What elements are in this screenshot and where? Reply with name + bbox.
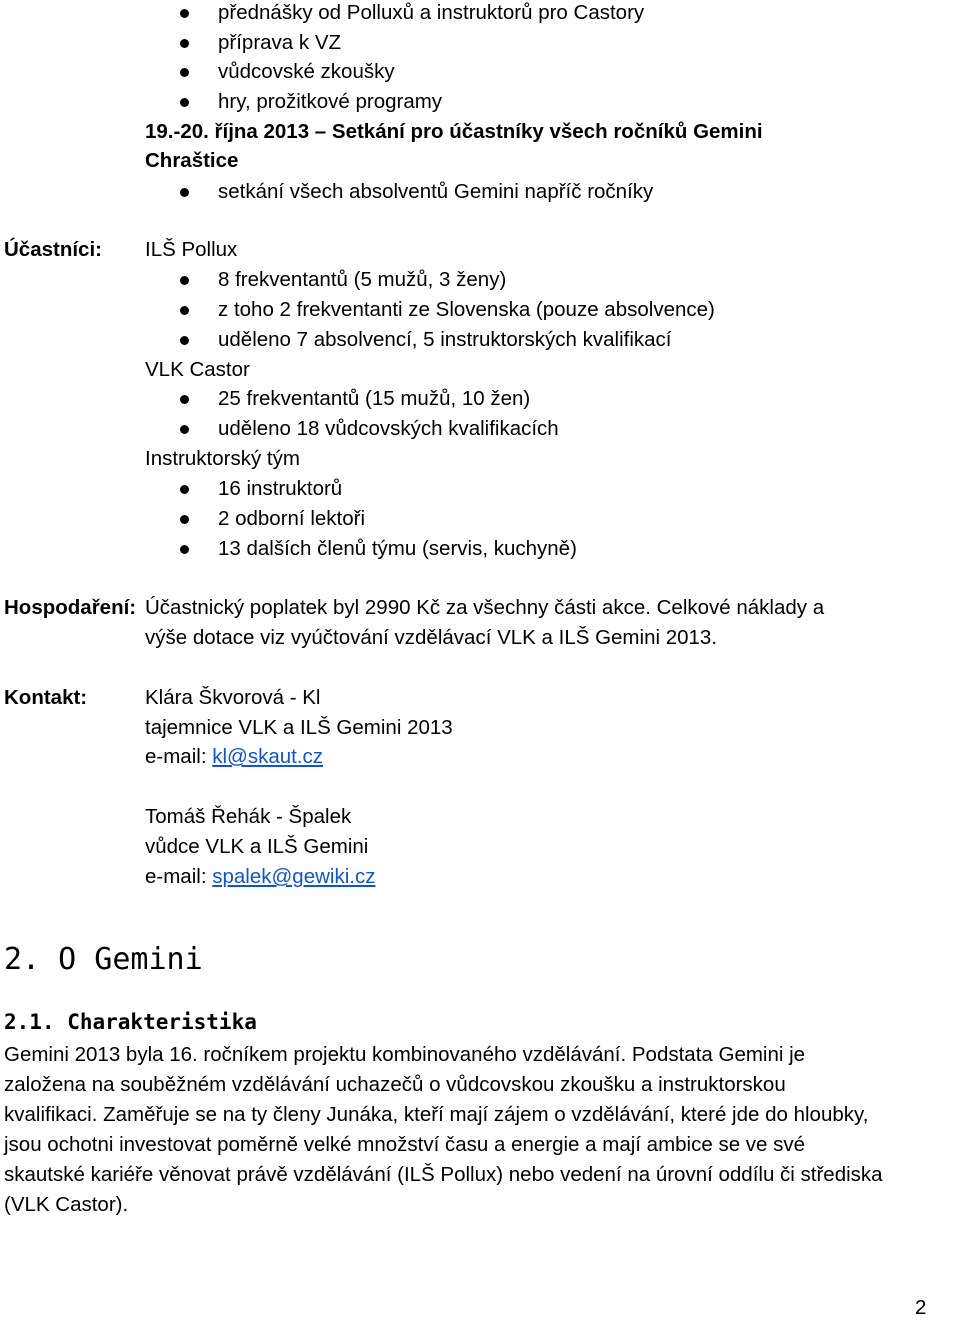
page-number: 2 bbox=[915, 1296, 927, 1319]
bullet-icon bbox=[180, 306, 189, 315]
paragraph-line: (VLK Castor). bbox=[4, 1193, 129, 1216]
list-item: setkání všech absolventů Gemini napříč ročníky bbox=[218, 180, 654, 203]
contact-email-row bbox=[145, 745, 323, 769]
participants-label: Účastníci: bbox=[4, 238, 102, 261]
list-item: 13 dalších členů týmu (servis, kuchyně) bbox=[218, 537, 577, 560]
list-item: vůdcovské zkoušky bbox=[218, 60, 395, 83]
bullet-icon bbox=[180, 425, 189, 434]
paragraph-line: založena na souběžném vzdělávání uchazečů o vůdcovskou zkoušku a instruktorskou bbox=[4, 1073, 786, 1096]
contact-role: vůdce VLK a ILŠ Gemini bbox=[145, 835, 369, 858]
finance-text-line1: Účastnický poplatek byl 2990 Kč za všechny části akce. Celkové náklady a bbox=[145, 596, 825, 619]
list-item: 16 instruktorů bbox=[218, 477, 343, 500]
section-title: 2. O Gemini bbox=[4, 942, 203, 977]
bullet-icon bbox=[180, 545, 189, 554]
contact-email-row bbox=[145, 865, 375, 889]
list-item: uděleno 7 absolvencí, 5 instruktorských kvalifikací bbox=[218, 328, 672, 351]
bullet-icon bbox=[180, 485, 189, 494]
list-item: 25 frekventantů (15 mužů, 10 žen) bbox=[218, 387, 531, 410]
contact-label: Kontakt: bbox=[4, 686, 88, 709]
email-prefix: e-mail: bbox=[145, 865, 213, 888]
group-title: ILŠ Pollux bbox=[145, 238, 238, 261]
email-link[interactable]: spalek@gewiki.cz bbox=[212, 865, 376, 888]
event-heading: 19.-20. října 2013 – Setkání pro účastníky všech ročníků Gemini bbox=[145, 120, 763, 143]
email-prefix: e-mail: bbox=[145, 745, 213, 768]
event-location: Chraštice bbox=[145, 149, 239, 172]
bullet-icon bbox=[180, 68, 189, 77]
bullet-icon bbox=[180, 395, 189, 404]
list-item: 2 odborní lektoři bbox=[218, 507, 366, 530]
finance-label: Hospodaření: bbox=[4, 596, 137, 619]
list-item: z toho 2 frekventanti ze Slovenska (pouze absolvence) bbox=[218, 298, 715, 321]
bullet-icon bbox=[180, 98, 189, 107]
bullet-icon bbox=[180, 188, 189, 197]
group-title: Instruktorský tým bbox=[145, 447, 300, 470]
bullet-icon bbox=[180, 276, 189, 285]
contact-name: Klára Škvorová - Kl bbox=[145, 686, 321, 709]
bullet-icon bbox=[180, 336, 189, 345]
email-link[interactable]: kl@skaut.cz bbox=[212, 745, 324, 768]
list-item: uděleno 18 vůdcovských kvalifikacích bbox=[218, 417, 559, 440]
paragraph-line: skautské kariéře věnovat právě vzdělávání (ILŠ Pollux) nebo vedení na úrovní oddílu či střediska bbox=[4, 1163, 883, 1186]
paragraph-line: Gemini 2013 byla 16. ročníkem projektu kombinovaného vzdělávání. Podstata Gemini je bbox=[4, 1043, 806, 1066]
bullet-icon bbox=[180, 9, 189, 18]
contact-role: tajemnice VLK a ILŠ Gemini 2013 bbox=[145, 716, 453, 739]
bullet-icon bbox=[180, 515, 189, 524]
list-item: hry, prožitkové programy bbox=[218, 90, 443, 113]
finance-text-line2: výše dotace viz vyúčtování vzdělávací VLK a ILŠ Gemini 2013. bbox=[145, 626, 718, 649]
list-item: příprava k VZ bbox=[218, 31, 342, 54]
paragraph-line: kvalifikaci. Zaměřuje se na ty členy Junáka, kteří mají zájem o vzdělávání, které jde do hloubky, bbox=[4, 1103, 869, 1126]
list-item: přednášky od Polluxů a instruktorů pro Castory bbox=[218, 1, 645, 24]
paragraph-line: jsou ochotni investovat poměrně velké množství času a energie a mají ambice se ve své bbox=[4, 1133, 806, 1156]
group-title: VLK Castor bbox=[145, 358, 250, 381]
subsection-title: 2.1. Charakteristika bbox=[4, 1010, 257, 1034]
list-item: 8 frekventantů (5 mužů, 3 ženy) bbox=[218, 268, 507, 291]
contact-name: Tomáš Řehák - Špalek bbox=[145, 805, 352, 828]
bullet-icon bbox=[180, 39, 189, 48]
